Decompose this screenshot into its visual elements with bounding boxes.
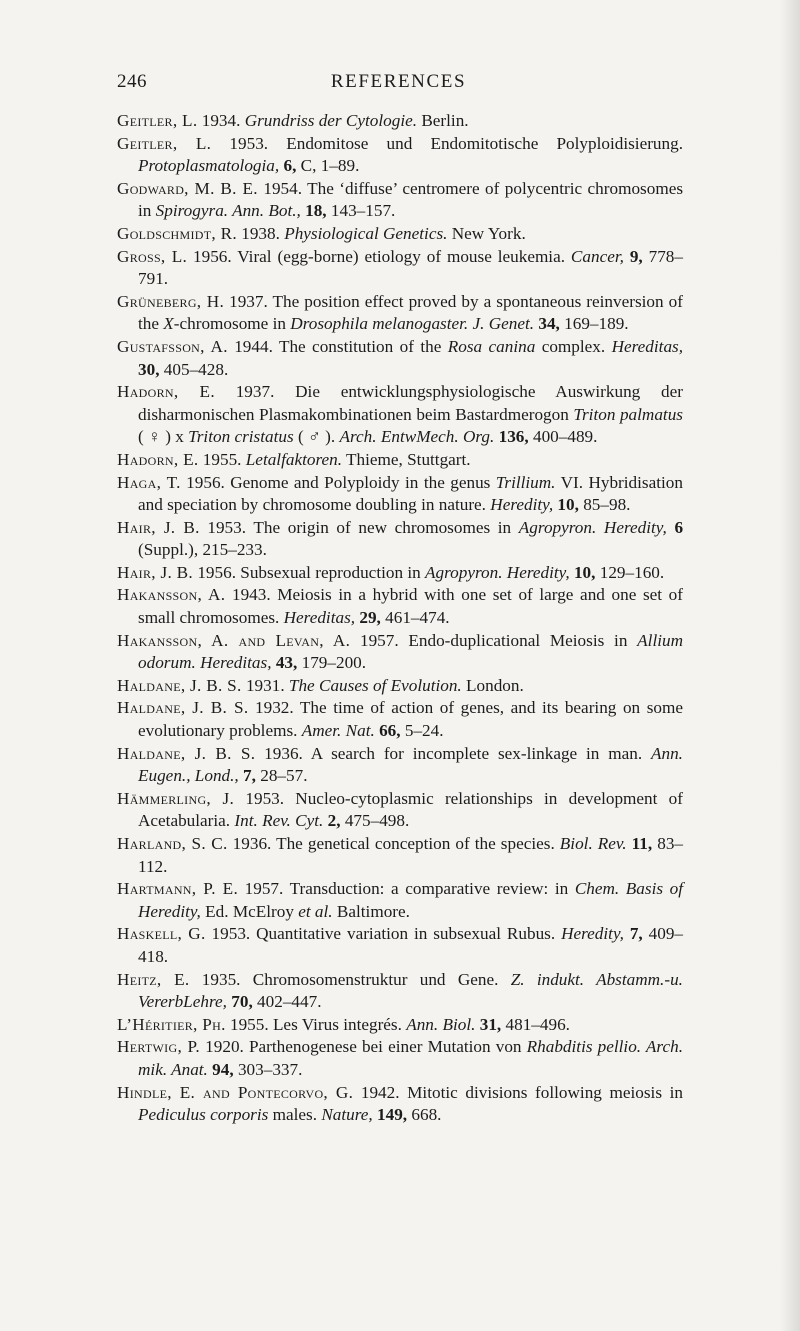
reference-entry: Grüneberg, H. 1937. The position effect proved by a spontaneous reinversion of the X-chromosome in Drosophila melanogaster. J. Genet. 34, 169–189.	[117, 291, 683, 334]
reference-entry: Hertwig, P. 1920. Parthenogenese bei einer Mutation von Rhabditis pellio. Arch. mik. Anat. 94, 303–337.	[117, 1037, 683, 1079]
reference-author: Hair, J. B.	[117, 517, 200, 537]
reference-entry: Gustafsson, A. 1944. The constitution of the Rosa canina complex. Hereditas, 30, 405–428.	[117, 336, 684, 379]
reference-author: Grüneberg, H.	[117, 291, 225, 311]
reference-author: Godward, M. B. E.	[117, 178, 258, 198]
reference-author: Haga, T.	[117, 472, 181, 492]
reference-author: Hartmann, P. E.	[117, 879, 239, 899]
reference-entry: Geitler, L. 1953. Endomitose und Endomitotische Polyploidisierung. Protoplasmatologia, 6, C, 1–89.	[117, 133, 683, 176]
reference-author: Hair, J. B.	[117, 562, 194, 582]
reference-author: Hakansson, A. and Levan, A.	[117, 630, 351, 650]
reference-entry: Hadorn, E. 1937. Die entwicklungsphysiologische Auswirkung der disharmonischen Plasmakombinationen beim Bastardmerogon Triton palmatus ( ♀ ) x Triton cristatus ( ♂ ). Arch. EntwMech. Org. 136, 400–489.	[117, 382, 683, 447]
reference-author: Goldschmidt, R.	[117, 223, 237, 243]
reference-entry: Hämmerling, J. 1953. Nucleo-cytoplasmic relationships in development of Acetabularia. Int. Rev. Cyt. 2, 475–498.	[117, 788, 683, 831]
reference-entry: Haga, T. 1956. Genome and Polyploidy in the genus Trillium. VI. Hybridisation and speciation by chromosome doubling in nature. Heredity, 10, 85–98.	[117, 472, 683, 515]
reference-entry: Hakansson, A. and Levan, A. 1957. Endo-duplicational Meiosis in Allium odorum. Hereditas, 43, 179–200.	[117, 630, 684, 673]
reference-author: Hadorn, E.	[117, 449, 199, 469]
reference-author: Hämmerling, J.	[117, 788, 235, 808]
reference-author: Haldane, J. B. S.	[117, 698, 249, 718]
reference-entry: Heitz, E. 1935. Chromosomenstruktur und Gene. Z. indukt. Abstamm.-u. VererbLehre, 70, 402–447.	[117, 969, 683, 1012]
reference-author: Hindle, E. and Pontecorvo, G.	[117, 1082, 354, 1102]
reference-author: Haldane, J. B. S.	[117, 675, 242, 695]
reference-entry: Harland, S. C. 1936. The genetical conception of the species. Biol. Rev. 11, 83–112.	[117, 834, 684, 876]
reference-entry: Haskell, G. 1953. Quantitative variation in subsexual Rubus. Heredity, 7, 409–418.	[117, 924, 683, 966]
reference-entry: Gross, L. 1956. Viral (egg-borne) etiology of mouse leukemia. Cancer, 9, 778–791.	[117, 246, 683, 289]
reference-author: Geitler, L.	[117, 133, 212, 153]
reference-author: Haldane, J. B. S.	[117, 743, 256, 763]
reference-author: Hertwig, P.	[117, 1037, 201, 1057]
reference-entry: Haldane, J. B. S. 1932. The time of action of genes, and its bearing on some evolutionary problems. Amer. Nat. 66, 5–24.	[117, 698, 683, 741]
reference-entry: Hair, J. B. 1956. Subsexual reproduction in Agropyron. Heredity, 10, 129–160.	[117, 562, 665, 582]
reference-author: Gross, L.	[117, 246, 188, 266]
reference-author: Hakansson, A.	[117, 585, 226, 605]
page-edge-shadow	[780, 0, 800, 1331]
reference-entry: Haldane, J. B. S. 1936. A search for incomplete sex-linkage in man. Ann. Eugen., Lond., 7, 28–57.	[117, 743, 683, 786]
running-title: REFERENCES	[330, 71, 467, 92]
reference-author: Haskell, G.	[117, 924, 206, 944]
reference-author: Gustafsson, A.	[117, 336, 228, 356]
reference-entry: Hartmann, P. E. 1957. Transduction: a comparative review: in Chem. Basis of Heredity, Ed. McElroy et al. Baltimore.	[117, 879, 683, 921]
reference-entry: Hindle, E. and Pontecorvo, G. 1942. Mitotic divisions following meiosis in Pediculus corporis males. Nature, 149, 668.	[117, 1082, 683, 1125]
reference-entry: Goldschmidt, R. 1938. Physiological Genetics. New York.	[117, 223, 526, 243]
reference-entry: Geitler, L. 1934. Grundriss der Cytologie. Berlin.	[117, 111, 469, 130]
reference-entry: Hakansson, A. 1943. Meiosis in a hybrid with one set of large and one set of small chromosomes. Hereditas, 29, 461–474.	[117, 585, 683, 628]
reference-entry: Godward, M. B. E. 1954. The ‘diffuse’ centromere of polycentric chromosomes in Spirogyra. Ann. Bot., 18, 143–157.	[117, 178, 684, 221]
reference-author: Harland, S. C.	[117, 834, 228, 853]
reference-author: Geitler, L.	[117, 111, 198, 130]
reference-list	[117, 110, 683, 1127]
reference-author: Hadorn, E.	[117, 382, 215, 402]
page-number: 246	[117, 71, 147, 92]
reference-entry: Hair, J. B. 1953. The origin of new chromosomes in Agropyron. Heredity, 6 (Suppl.), 215–233.	[117, 517, 684, 560]
reference-author: L’Héritier, Ph.	[117, 1014, 226, 1034]
reference-entry: Haldane, J. B. S. 1931. The Causes of Evolution. London.	[117, 675, 524, 695]
reference-entry: L’Héritier, Ph. 1955. Les Virus integrés. Ann. Biol. 31, 481–496.	[117, 1014, 570, 1034]
reference-author: Heitz, E.	[117, 969, 190, 989]
reference-entry: Hadorn, E. 1955. Letalfaktoren. Thieme, Stuttgart.	[117, 449, 471, 469]
